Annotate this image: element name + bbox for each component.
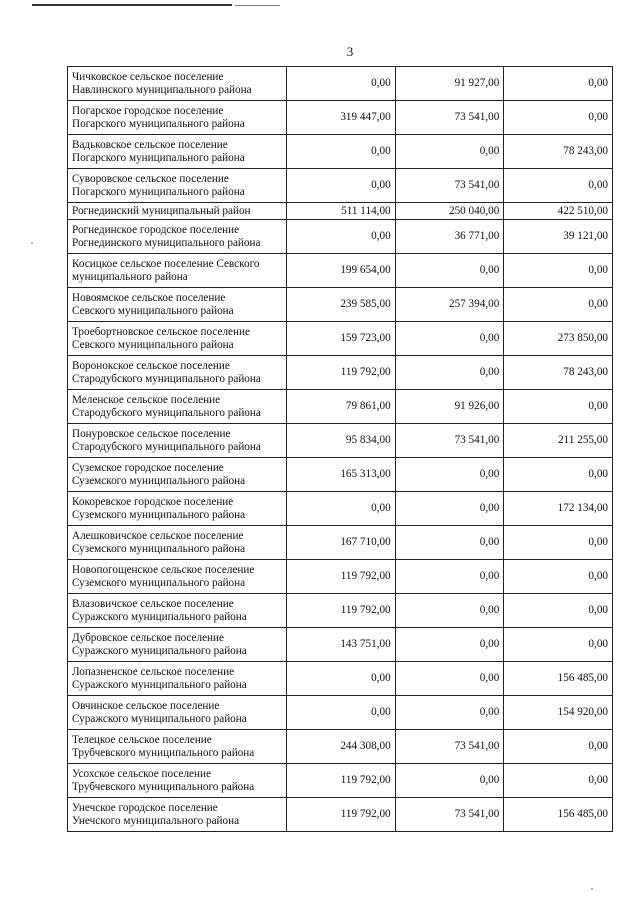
municipality-name-line: Вадьковское сельское поселение <box>72 138 228 151</box>
municipality-name-cell <box>68 798 287 832</box>
municipality-name-line: Севского муниципального района <box>72 304 234 317</box>
municipality-name-line: Усохское сельское поселение <box>72 767 211 780</box>
municipality-name-cell <box>68 356 287 390</box>
amount-cell-2: 73 541,00 <box>395 424 504 458</box>
amount-cell-1: 119 792,00 <box>287 356 396 390</box>
amount-cell-2: 0,00 <box>395 560 504 594</box>
municipality-name-line: Суворовское сельское поселение <box>72 172 229 185</box>
municipality-name-line: Новопогощенское сельское поселение <box>72 563 255 576</box>
amount-cell-3: 0,00 <box>504 526 613 560</box>
table-row <box>68 322 613 356</box>
amount-cell-1: 167 710,00 <box>287 526 396 560</box>
amount-cell-2: 0,00 <box>395 458 504 492</box>
amount-cell-2: 73 541,00 <box>395 169 504 203</box>
amount-cell-3: 156 485,00 <box>504 662 613 696</box>
table-row <box>68 458 613 492</box>
municipality-name-line: Суземское городское поселение <box>72 461 224 474</box>
municipality-name-line: Суражского муниципального района <box>72 610 247 623</box>
page-number: 3 <box>346 44 354 59</box>
amount-cell-2: 0,00 <box>395 764 504 798</box>
municipality-name-cell <box>68 492 287 526</box>
municipality-name-line: Воронокское сельское поселение <box>72 359 230 372</box>
municipality-name-line: Погарское городское поселение <box>72 104 224 117</box>
municipality-name-cell <box>68 662 287 696</box>
table-row <box>68 356 613 390</box>
municipality-name-line: Телецкое сельское поселение <box>72 733 212 746</box>
table-body <box>68 67 613 832</box>
municipality-name-line: Суражского муниципального района <box>72 678 247 691</box>
municipality-name-cell <box>68 628 287 662</box>
amount-cell-1: 0,00 <box>287 662 396 696</box>
municipality-name-cell <box>68 526 287 560</box>
municipality-name-cell <box>68 424 287 458</box>
amount-cell-3: 422 510,00 <box>504 203 613 220</box>
amount-cell-1: 119 792,00 <box>287 764 396 798</box>
amount-cell-3: 0,00 <box>504 594 613 628</box>
amount-cell-3: 0,00 <box>504 101 613 135</box>
amount-cell-3: 0,00 <box>504 254 613 288</box>
amount-cell-3: 78 243,00 <box>504 356 613 390</box>
municipality-name-cell <box>68 203 287 220</box>
municipality-name-line: Унечское городское поселение <box>72 801 218 814</box>
municipality-name-cell <box>68 560 287 594</box>
municipality-name-cell <box>68 696 287 730</box>
table-row <box>68 696 613 730</box>
municipality-name-line: Стародубского муниципального района <box>72 440 261 453</box>
amount-cell-1: 0,00 <box>287 220 396 254</box>
amount-cell-1: 159 723,00 <box>287 322 396 356</box>
table-row <box>68 662 613 696</box>
amount-cell-3: 0,00 <box>504 169 613 203</box>
municipality-name-line: Стародубского муниципального района <box>72 406 261 419</box>
amount-cell-2: 0,00 <box>395 662 504 696</box>
municipality-name-line: Унечского муниципального района <box>72 814 240 827</box>
amount-cell-3: 273 850,00 <box>504 322 613 356</box>
table-row <box>68 203 613 220</box>
table-row <box>68 526 613 560</box>
municipality-name-line: Косицкое сельское поселение Севского <box>72 257 260 270</box>
amount-cell-3: 39 121,00 <box>504 220 613 254</box>
scan-edge-line <box>32 4 232 6</box>
municipality-name-cell <box>68 220 287 254</box>
table-row <box>68 169 613 203</box>
amount-cell-2: 91 927,00 <box>395 67 504 101</box>
municipality-name-line: Погарского муниципального района <box>72 185 245 198</box>
scan-speck <box>591 888 593 890</box>
municipality-name-line: Суземского муниципального района <box>72 542 246 555</box>
scan-speck <box>31 242 33 244</box>
amount-cell-2: 0,00 <box>395 628 504 662</box>
amount-cell-3: 211 255,00 <box>504 424 613 458</box>
amount-cell-3: 0,00 <box>504 628 613 662</box>
amount-cell-1: 143 751,00 <box>287 628 396 662</box>
municipality-name-cell <box>68 390 287 424</box>
amount-cell-1: 95 834,00 <box>287 424 396 458</box>
amount-cell-3: 0,00 <box>504 288 613 322</box>
municipality-name-line: Суземского муниципального района <box>72 576 246 589</box>
table-row <box>68 628 613 662</box>
municipality-name-cell <box>68 169 287 203</box>
municipality-name-line: Дубровское сельское поселение <box>72 631 224 644</box>
amount-cell-1: 511 114,00 <box>287 203 396 220</box>
municipality-name-line: Погарского муниципального района <box>72 151 245 164</box>
amount-cell-2: 257 394,00 <box>395 288 504 322</box>
amount-cell-1: 119 792,00 <box>287 560 396 594</box>
amount-cell-3: 0,00 <box>504 730 613 764</box>
municipality-name-line: Трубчевского муниципального района <box>72 780 255 793</box>
municipality-name-cell <box>68 254 287 288</box>
municipality-name-line: Суражского муниципального района <box>72 712 247 725</box>
municipality-name-line: Троебортновское сельское поселение <box>72 325 250 338</box>
table-row <box>68 594 613 628</box>
amount-cell-2: 0,00 <box>395 526 504 560</box>
municipality-name-line: Рогнединское городское поселение <box>72 223 240 236</box>
table-row <box>68 560 613 594</box>
amount-cell-3: 156 485,00 <box>504 798 613 832</box>
municipality-name-line: Лопазненское сельское поселение <box>72 665 235 678</box>
amount-cell-3: 0,00 <box>504 764 613 798</box>
table-row <box>68 254 613 288</box>
amount-cell-1: 119 792,00 <box>287 798 396 832</box>
amount-cell-2: 73 541,00 <box>395 101 504 135</box>
table-row <box>68 798 613 832</box>
table-row <box>68 492 613 526</box>
municipality-name-cell <box>68 458 287 492</box>
amount-cell-3: 0,00 <box>504 390 613 424</box>
table-row <box>68 424 613 458</box>
municipality-name-cell <box>68 135 287 169</box>
municipality-name-line: Понуровское сельское поселение <box>72 427 231 440</box>
municipality-name-line: Меленское сельское поселение <box>72 393 221 406</box>
amount-cell-2: 73 541,00 <box>395 730 504 764</box>
municipality-name-line: Рогнединский муниципальный район <box>72 204 251 217</box>
municipality-name-line: Суземского муниципального района <box>72 508 246 521</box>
amount-cell-1: 0,00 <box>287 492 396 526</box>
amount-cell-2: 0,00 <box>395 696 504 730</box>
municipality-name-cell <box>68 67 287 101</box>
table-row <box>68 390 613 424</box>
amount-cell-2: 0,00 <box>395 492 504 526</box>
amount-cell-1: 119 792,00 <box>287 594 396 628</box>
municipality-name-line: Влазовичское сельское поселение <box>72 597 234 610</box>
table-row <box>68 67 613 101</box>
municipality-name-line: муниципального района <box>72 270 188 283</box>
amount-cell-1: 165 313,00 <box>287 458 396 492</box>
municipality-name-cell <box>68 288 287 322</box>
municipality-name-line: Чичковское сельское поселение <box>72 70 224 83</box>
amount-cell-1: 239 585,00 <box>287 288 396 322</box>
municipality-name-line: Навлинского муниципального района <box>72 83 252 96</box>
amount-cell-3: 172 134,00 <box>504 492 613 526</box>
amount-cell-2: 73 541,00 <box>395 798 504 832</box>
amount-cell-2: 0,00 <box>395 254 504 288</box>
table-row <box>68 764 613 798</box>
municipality-name-cell <box>68 322 287 356</box>
amount-cell-1: 199 654,00 <box>287 254 396 288</box>
municipality-name-line: Кокоревское городское поселение <box>72 495 234 508</box>
amount-cell-3: 154 920,00 <box>504 696 613 730</box>
municipality-name-line: Севского муниципального района <box>72 338 234 351</box>
amount-cell-2: 0,00 <box>395 356 504 390</box>
table-row <box>68 101 613 135</box>
municipality-name-line: Суземского муниципального района <box>72 474 246 487</box>
table-row <box>68 135 613 169</box>
amount-cell-1: 79 861,00 <box>287 390 396 424</box>
amount-cell-3: 0,00 <box>504 67 613 101</box>
amount-cell-3: 0,00 <box>504 560 613 594</box>
amount-cell-2: 0,00 <box>395 594 504 628</box>
budget-table <box>67 66 613 832</box>
municipality-name-cell <box>68 730 287 764</box>
amount-cell-1: 0,00 <box>287 67 396 101</box>
amount-cell-3: 78 243,00 <box>504 135 613 169</box>
municipality-name-line: Рогнединского муниципального района <box>72 236 261 249</box>
table-row <box>68 288 613 322</box>
amount-cell-1: 0,00 <box>287 135 396 169</box>
amount-cell-2: 0,00 <box>395 322 504 356</box>
municipality-name-line: Новоямское сельское поселение <box>72 291 226 304</box>
municipality-name-line: Погарского муниципального района <box>72 117 245 130</box>
municipality-name-line: Трубчевского муниципального района <box>72 746 255 759</box>
table-row <box>68 220 613 254</box>
scan-edge-line <box>235 5 280 6</box>
amount-cell-2: 0,00 <box>395 135 504 169</box>
municipality-name-line: Суражского муниципального района <box>72 644 247 657</box>
municipality-name-cell <box>68 101 287 135</box>
amount-cell-2: 250 040,00 <box>395 203 504 220</box>
amount-cell-1: 0,00 <box>287 696 396 730</box>
municipality-name-line: Стародубского муниципального района <box>72 372 261 385</box>
amount-cell-1: 0,00 <box>287 169 396 203</box>
municipality-name-line: Алешковичское сельское поселение <box>72 529 244 542</box>
table-row <box>68 730 613 764</box>
amount-cell-3: 0,00 <box>504 458 613 492</box>
municipality-name-cell <box>68 764 287 798</box>
municipality-name-cell <box>68 594 287 628</box>
amount-cell-2: 36 771,00 <box>395 220 504 254</box>
amount-cell-2: 91 926,00 <box>395 390 504 424</box>
municipality-name-line: Овчинское сельское поселение <box>72 699 220 712</box>
amount-cell-1: 319 447,00 <box>287 101 396 135</box>
amount-cell-1: 244 308,00 <box>287 730 396 764</box>
